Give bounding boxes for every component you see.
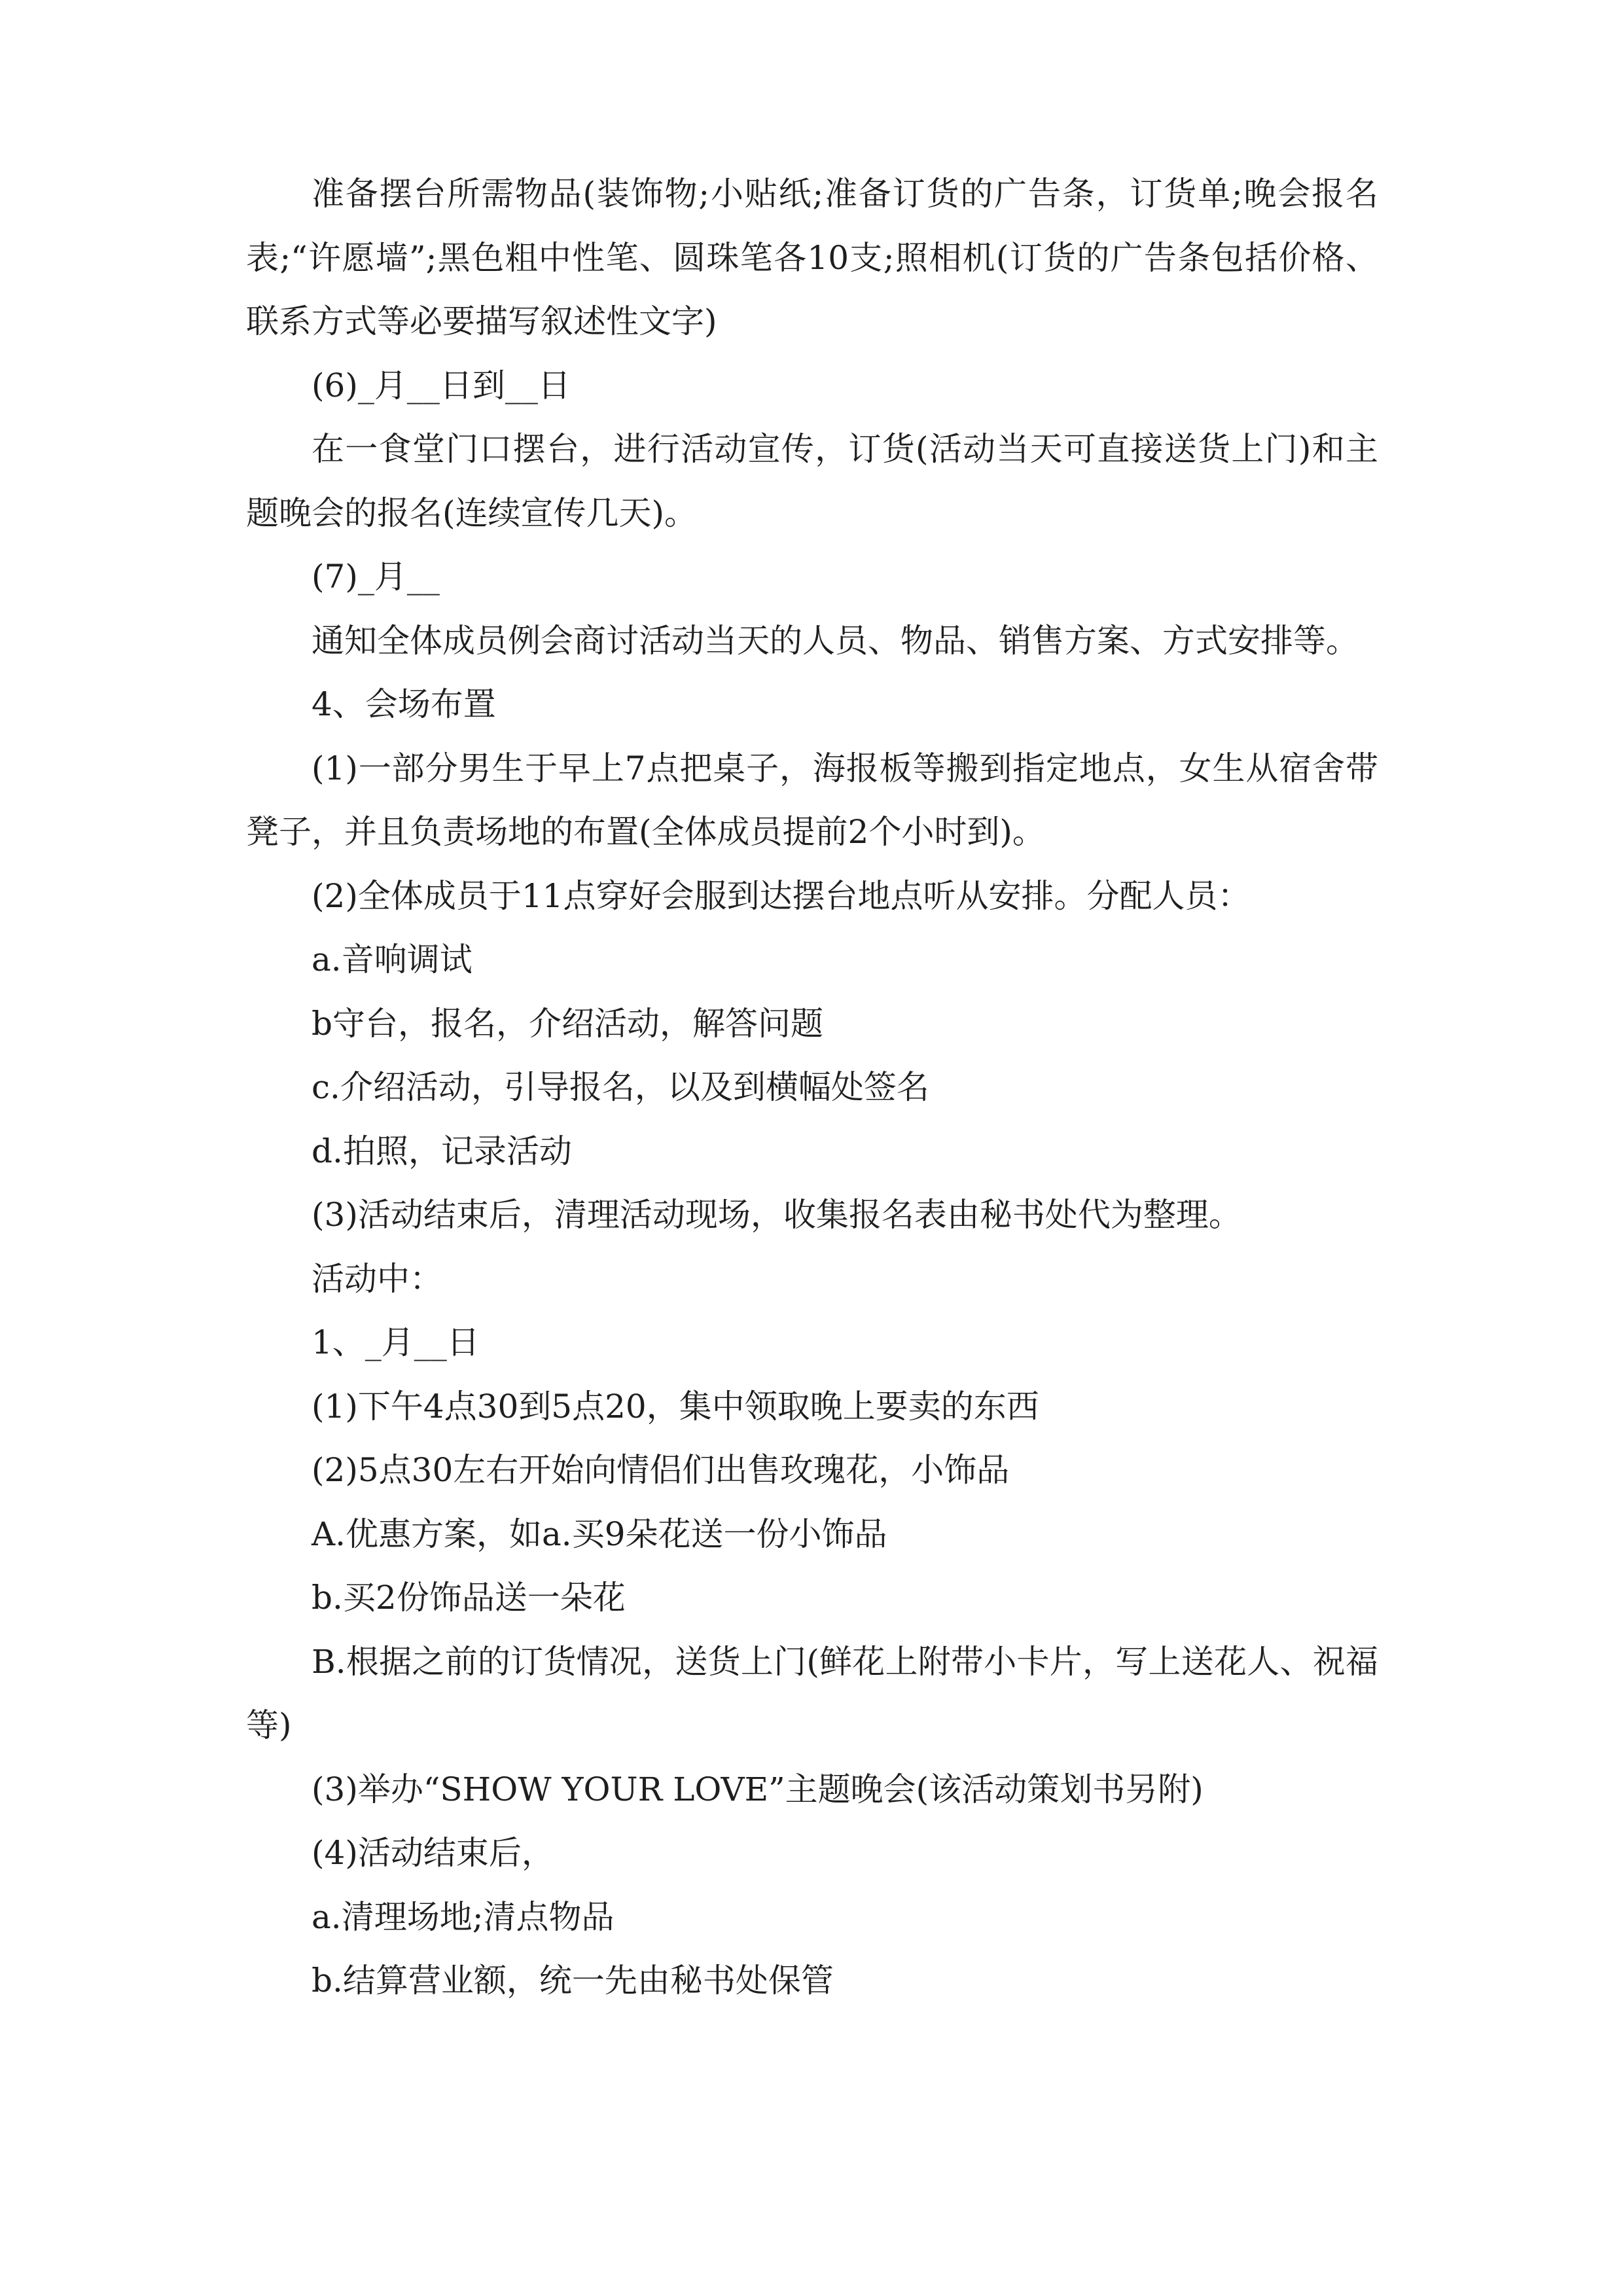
paragraph-event-step-4: (4)活动结束后， [312, 1834, 554, 1872]
list-item-guide-signup: c.介绍活动，引导报名，以及到横幅处签名 [312, 1068, 929, 1106]
list-item-booth-duty: b守台，报名，介绍活动，解答问题 [312, 1004, 824, 1043]
section-heading-venue-setup: 4、会场布置 [312, 685, 496, 723]
list-item-settle-revenue: b.结算营业额，统一先由秘书处保管 [312, 1962, 834, 2000]
list-item-audio-check: a.音响调试 [312, 941, 473, 978]
paragraph-event-step-1: (1)下午4点30到5点20，集中领取晚上要卖的东西 [312, 1387, 1039, 1426]
paragraph-step-7-date: (7)_月__ [312, 558, 440, 596]
paragraph-booth-promotion: 在一食堂门口摆台，进行活动宣传，订货(活动当天可直接送货上门)和主题晚会的报名(连续宣传几天)。 [246, 430, 1378, 532]
paragraph-event-step-2: (2)5点30左右开始向情侣们出售玫瑰花，小饰品 [312, 1451, 1010, 1489]
list-item-cleanup: a.清理场地;清点物品 [312, 1897, 615, 1936]
paragraph-setup-step-3: (3)活动结束后，清理活动现场，收集报名表由秘书处代为整理。 [312, 1196, 1241, 1234]
paragraph-setup-step-1: (1)一部分男生于早上7点把桌子，海报板等搬到指定地点，女生从宿舍带凳子，并且负责场地的布置(全体成员提前2个小时到)。 [246, 749, 1378, 851]
list-item-discount-b: b.买2份饰品送一朵花 [312, 1579, 626, 1617]
section-heading-during-event: 活动中： [312, 1259, 442, 1298]
paragraph-notify-members: 通知全体成员例会商讨活动当天的人员、物品、销售方案、方式安排等。 [312, 621, 1359, 660]
paragraph-step-6-date: (6)_月__日到__日 [312, 366, 571, 404]
document-body [246, 162, 1378, 2013]
paragraph-preparation-items: 准备摆台所需物品(装饰物;小贴纸;准备订货的广告条，订货单;晚会报名表;“许愿墙”;黑色粗中性笔、圆珠笔各10支;照相机(订货的广告条包括价格、联系方式等必要描写叙述性文字) [246, 175, 1378, 340]
paragraph-event-step-3: (3)举办“SHOW YOUR LOVE”主题晚会(该活动策划书另附) [312, 1770, 1204, 1808]
list-item-delivery: B.根据之前的订货情况，送货上门(鲜花上附带小卡片，写上送花人、祝福等) [246, 1642, 1378, 1744]
list-item-discount-plan: A.优惠方案，如a.买9朵花送一份小饰品 [312, 1515, 887, 1553]
paragraph-setup-step-2: (2)全体成员于11点穿好会服到达摆台地点听从安排。分配人员： [312, 876, 1251, 915]
list-item-photography: d.拍照，记录活动 [312, 1132, 572, 1170]
paragraph-event-date: 1、_月__日 [312, 1323, 480, 1361]
